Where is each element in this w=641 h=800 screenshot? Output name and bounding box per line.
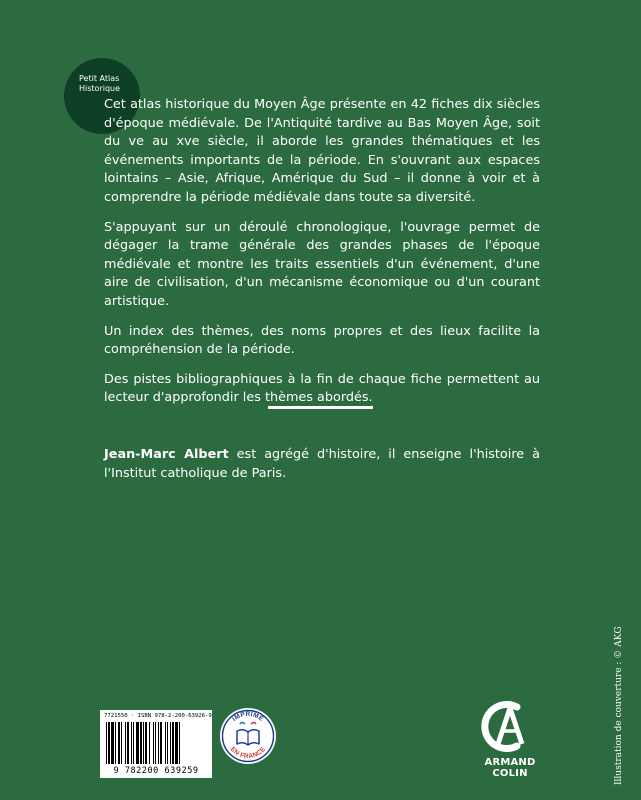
barcode-bar [136,722,139,764]
description-paragraph-4: Des pistes bibliographiques à la fin de chaque fiche permettent au lecteur d'approfondir les thèmes abordés. [104,371,540,406]
barcode-bar [106,722,107,764]
series-badge-line2: Historique [79,84,121,93]
barcode-bar [170,722,171,764]
series-badge-line1: Petit Atlas [79,74,120,83]
barcode-bar [143,722,144,764]
armand-colin-logo-icon [472,697,544,755]
barcode-bar [167,722,168,764]
isbn-barcode [100,710,212,778]
series-badge-label [79,74,120,94]
stamp-top-text: IMPRIMÉ [231,711,265,723]
barcode-bar [160,722,162,764]
barcode-icon [106,722,206,766]
description [104,96,540,419]
barcode-bar [175,722,178,764]
publisher-name: ARMAND COLIN [484,757,536,779]
barcode-bar [155,722,156,764]
barcode-bar [133,722,134,764]
barcode-bar [121,722,122,764]
ean-number: 9 782200 639259 [113,766,199,776]
author-name: Jean-Marc Albert [104,447,229,462]
barcode-bar [131,722,132,764]
imprime-en-france-stamp [218,706,278,766]
divider [268,406,373,409]
barcode-bar [158,722,159,764]
barcode-bar [115,722,116,764]
cover-credit [614,625,628,785]
description-paragraph-3: Un index des thèmes, des noms propres et des lieux facilite la compréhension de la période. [104,323,540,358]
barcode-bar [179,722,180,764]
barcode-bar [145,722,147,764]
barcode-bar [127,722,129,764]
stamp-bottom-text: EN FRANCE [228,745,268,761]
author-bio [104,446,540,483]
barcode-bar [172,722,174,764]
barcode-bar [140,722,142,764]
barcode-bar [153,722,154,764]
barcode-bar [111,722,114,764]
barcode-bar [108,722,110,764]
author-description: est agrégé d'histoire, il enseigne l'histoire à l'Institut catholique de Paris. [104,447,540,481]
description-paragraph-2: S'appuyant sur un déroulé chronologique, l'ouvrage permet de dégager la trame générale des grandes phases de l'époque médiévale et montre les traits essentiels d'un événement, d'une aire de civilisation, d'un mécanisme économique ou d'un courant artistique. [104,219,540,309]
barcode-bar [149,722,150,764]
barcode-bar [118,722,120,764]
description-paragraph-1: Cet atlas historique du Moyen Âge présente en 42 fiches dix siècles d'époque médiévale. De l'Antiquité tardive au Bas Moyen Âge, soit du ve au xve siècle, il aborde les grandes thématiques et les événements importants de la période. En s'ouvrant aux espaces lointains – Asie, Afrique, Amérique du Sud – il donne à voir et à comprendre la période médiévale dans toute sa diversité. [104,97,540,205]
cover-credit-text: Illustration de couverture : © AKG [614,626,624,785]
barcode-bar [125,722,126,764]
isbn-label: 7721550 · ISBN 978-2-200-63926-9 [104,713,212,719]
barcode-bar [165,722,166,764]
